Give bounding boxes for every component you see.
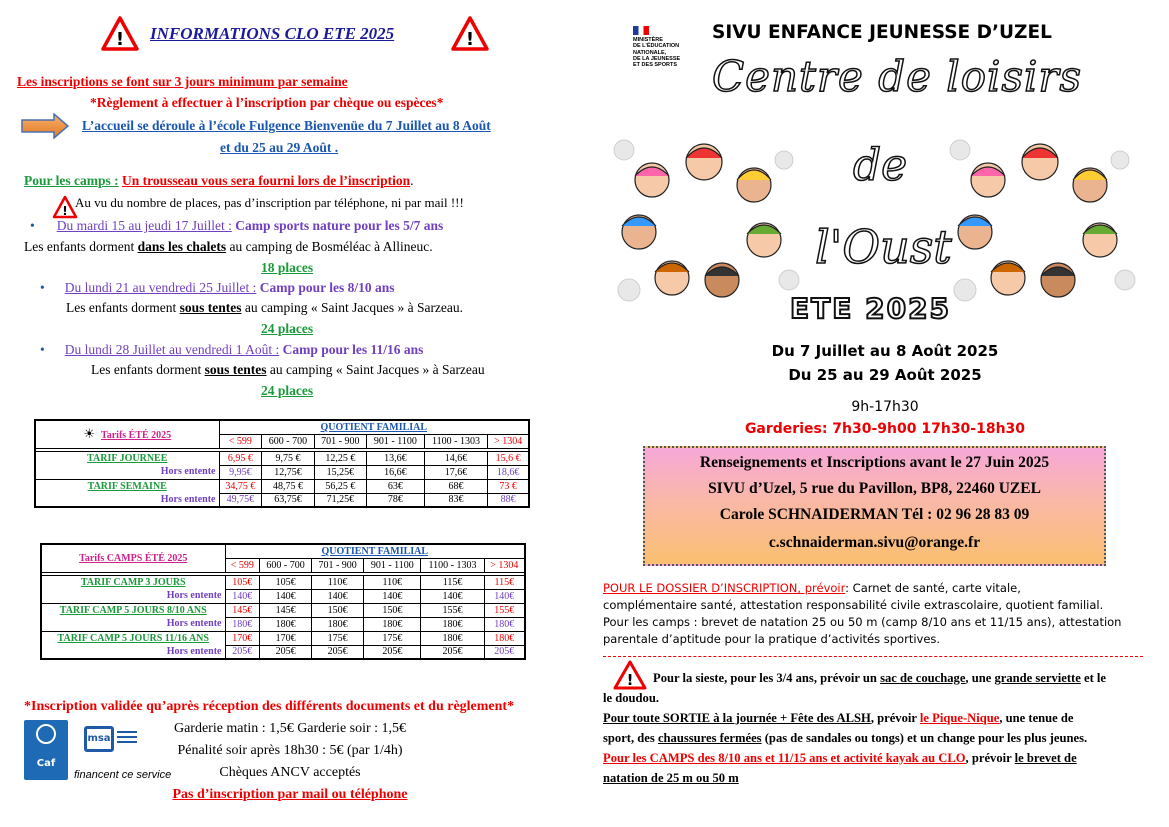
- camps-text: Un trousseau vous sera fourni lors de l’inscription: [122, 173, 411, 188]
- warning-icon: [451, 16, 489, 52]
- camp-1-title: [30, 218, 443, 234]
- table-row: Hors entente 140€ 140€ 140€ 140€ 140€ 140€: [41, 589, 525, 603]
- camps-label: Pour les camps :: [24, 173, 119, 188]
- brand-title-line3: l'Oust: [815, 220, 952, 274]
- camp-1-desc: Les enfants dorment dans les chalets au camping de Bosméléac à Allineuc.: [24, 239, 433, 254]
- table-row: TARIF CAMP 5 JOURS 8/10 ANS 145€ 145€ 150€ 150€ 155€ 155€: [41, 603, 525, 617]
- sieste-block: Pour la sieste, pour les 3/4 ans, prévoir un sac de couchage, une grande serviette et le le doudou.: [603, 671, 1107, 705]
- table-title-cell: ☀ Tarifs ÉTÉ 2025: [35, 420, 219, 448]
- table-row: TARIF JOURNEE 6,95 € 9,75 € 12,25 € 13,6€ 14,6€ 15,6 €: [35, 451, 529, 465]
- no-mail-note: Pas d’inscription par mail ou téléphone: [172, 787, 408, 802]
- kids-circle-illustration: [940, 130, 1140, 308]
- tarif-table-ete: [34, 419, 530, 508]
- warning-icon: [101, 16, 139, 52]
- msa-logo: msa: [84, 726, 114, 752]
- bullet: •: [40, 280, 45, 295]
- table-row: TARIF CAMP 5 JOURS 11/16 ANS 170€ 170€ 175€ 175€ 180€ 180€: [41, 631, 525, 645]
- camp-2-name: Camp pour les 8/10 ans: [256, 280, 395, 295]
- phone-note: Au vu du nombre de places, pas d’inscription par téléphone, ni par mail !!!: [75, 195, 464, 210]
- contact-box: [643, 446, 1106, 566]
- camps-block: Pour les CAMPS des 8/10 ans et 11/15 ans et activité kayak au CLO, prévoir le brevet de natation de 25 m ou 50 m: [603, 751, 1077, 785]
- marianne-icon: [633, 26, 649, 35]
- dates-line-1: Du 7 Juillet au 8 Août 2025: [771, 342, 999, 360]
- table-header-row: < 599 600 - 700 701 - 900 901 - 1100 1100 - 1303 > 1304: [35, 434, 529, 448]
- info-line: et du 25 au 29 Août .: [220, 140, 339, 155]
- contact-phone: Carole SCHNAIDERMAN Tél : 02 96 28 83 09: [719, 506, 1030, 523]
- kids-circle-illustration: [604, 130, 804, 308]
- table-header-row: < 599 600 - 700 701 - 900 901 - 1100 1100 - 1303 > 1304: [41, 558, 525, 572]
- bullet: •: [30, 218, 35, 233]
- page-title: INFORMATIONS CLO ETE 2025: [150, 24, 395, 43]
- camp-2-desc: Les enfants dorment sous tentes au camping « Saint Jacques » à Sarzeau.: [66, 300, 464, 315]
- table-row: TARIF SEMAINE 34,75 € 48,75 € 56,25 € 63€ 68€ 73 €: [35, 479, 529, 493]
- camp-1-places: 18 places: [261, 260, 314, 275]
- svg-text:!: !: [115, 29, 125, 50]
- camps-line: [24, 173, 414, 189]
- table-title-cell: Tarifs CAMPS ÉTÉ 2025: [41, 544, 225, 572]
- camp-1-name: Camp sports nature pour les 5/7 ans: [231, 218, 444, 233]
- info-line: Les inscriptions se font sur 3 jours minimum par semaine: [17, 74, 348, 89]
- caf-logo: [24, 720, 68, 780]
- dates-line-2: Du 25 au 29 Août 2025: [788, 366, 982, 384]
- brand-title-line1: Centre de loisirs: [712, 52, 1083, 101]
- bullet: •: [40, 342, 45, 357]
- svg-text:!: !: [465, 29, 475, 50]
- camp-3-date: Du lundi 28 Juillet au vendredi 1 Août :: [64, 342, 280, 357]
- ministere-logo: MINISTÈRE DE L'ÉDUCATION NATIONALE, DE LA JEUNESSE ET DES SPORTS: [633, 26, 695, 68]
- arrow-icon: [20, 113, 70, 139]
- brand-title-line2: de: [853, 140, 908, 191]
- camp-2-date: Du lundi 21 au vendredi 25 Juillet :: [64, 280, 257, 295]
- table-row: Hors entente 205€ 205€ 205€ 205€ 205€ 205€: [41, 645, 525, 659]
- validation-note: *Inscription validée qu’après réception des différents documents et du règlement*: [24, 699, 515, 714]
- camp-3-places: 24 places: [261, 383, 314, 398]
- camp-3-name: Camp pour les 11/16 ans: [279, 342, 424, 357]
- garderies: Garderies: 7h30-9h00 17h30-18h30: [744, 421, 1026, 437]
- penalite-info: Pénalité soir après 18h30 : 5€ (par 1/4h): [177, 743, 403, 758]
- contact-line: Renseignements et Inscriptions avant le 27 Juin 2025: [699, 454, 1050, 471]
- financent-text: financent ce service: [74, 769, 172, 781]
- garderie-info: Garderie matin : 1,5€ Garderie soir : 1,5€: [173, 721, 407, 736]
- info-line: *Règlement à effectuer à l’inscription par chèque ou espèces*: [90, 95, 444, 110]
- table-row: Hors entente 49,75€ 63,75€ 71,25€ 78€ 83€ 88€: [35, 493, 529, 507]
- caf-label: Caf: [36, 758, 56, 769]
- dossier-label: POUR LE DOSSIER D’INSCRIPTION, prévoir: [603, 581, 846, 595]
- camp-3-title: [40, 342, 423, 358]
- sivu-title: SIVU ENFANCE JEUNESSE D’UZEL: [712, 22, 1052, 43]
- contact-address: SIVU d’Uzel, 5 rue du Pavillon, BP8, 22460 UZEL: [708, 480, 1041, 497]
- camps-dot: .: [410, 173, 414, 188]
- camp-1-date: Du mardi 15 au jeudi 17 Juillet :: [56, 218, 232, 233]
- qf-header: QUOTIENT FAMILIAL: [219, 420, 529, 434]
- qf-header: QUOTIENT FAMILIAL: [225, 544, 525, 558]
- svg-text:!: !: [62, 204, 68, 218]
- sun-icon: ☀: [83, 426, 95, 442]
- cheques-info: Chèques ANCV acceptés: [219, 765, 361, 780]
- table-row: Hors entente 180€ 180€ 180€ 180€ 180€ 180€: [41, 617, 525, 631]
- dossier-block: POUR LE DOSSIER D’INSCRIPTION, prévoir: Carnet de santé, carte vitale, complémentaire santé, attestation responsabilité civile extrascolaire, quotient familial. Pour les camps : brevet de natation 25 ou 50 m (camp 8/10 ans et 11/15 ans), attestation parentale d’aptitude pour la pratique d’activités sportives.: [603, 581, 1122, 646]
- sortie-block: Pour toute SORTIE à la journée + Fête des ALSH, prévoir le Pique-Nique, une tenue de sport, des chaussures fermées (pas de sandales ou tongs) et un change pour les plus jeunes.: [603, 711, 1088, 745]
- ete-title: ETE 2025: [790, 292, 952, 325]
- table-row: Hors entente 9,95€ 12,75€ 15,25€ 16,6€ 17,6€ 18,6€: [35, 465, 529, 479]
- caf-emblem-icon: [36, 724, 56, 744]
- svg-text:!: !: [626, 671, 634, 689]
- table-row: TARIF CAMP 3 JOURS 105€ 105€ 110€ 110€ 115€ 115€: [41, 575, 525, 589]
- camp-2-title: [40, 280, 395, 296]
- camp-2-places: 24 places: [261, 321, 314, 336]
- dashed-separator: [603, 656, 1143, 657]
- camp-3-desc: Les enfants dorment sous tentes au camping « Saint Jacques » à Sarzeau: [91, 362, 485, 377]
- hours: 9h-17h30: [851, 399, 919, 415]
- tarif-table-camps: [40, 543, 526, 660]
- info-line: L’accueil se déroule à l’école Fulgence Bienvenüe du 7 Juillet au 8 Août: [82, 118, 491, 133]
- contact-email[interactable]: c.schnaiderman.sivu@orange.fr: [768, 534, 981, 551]
